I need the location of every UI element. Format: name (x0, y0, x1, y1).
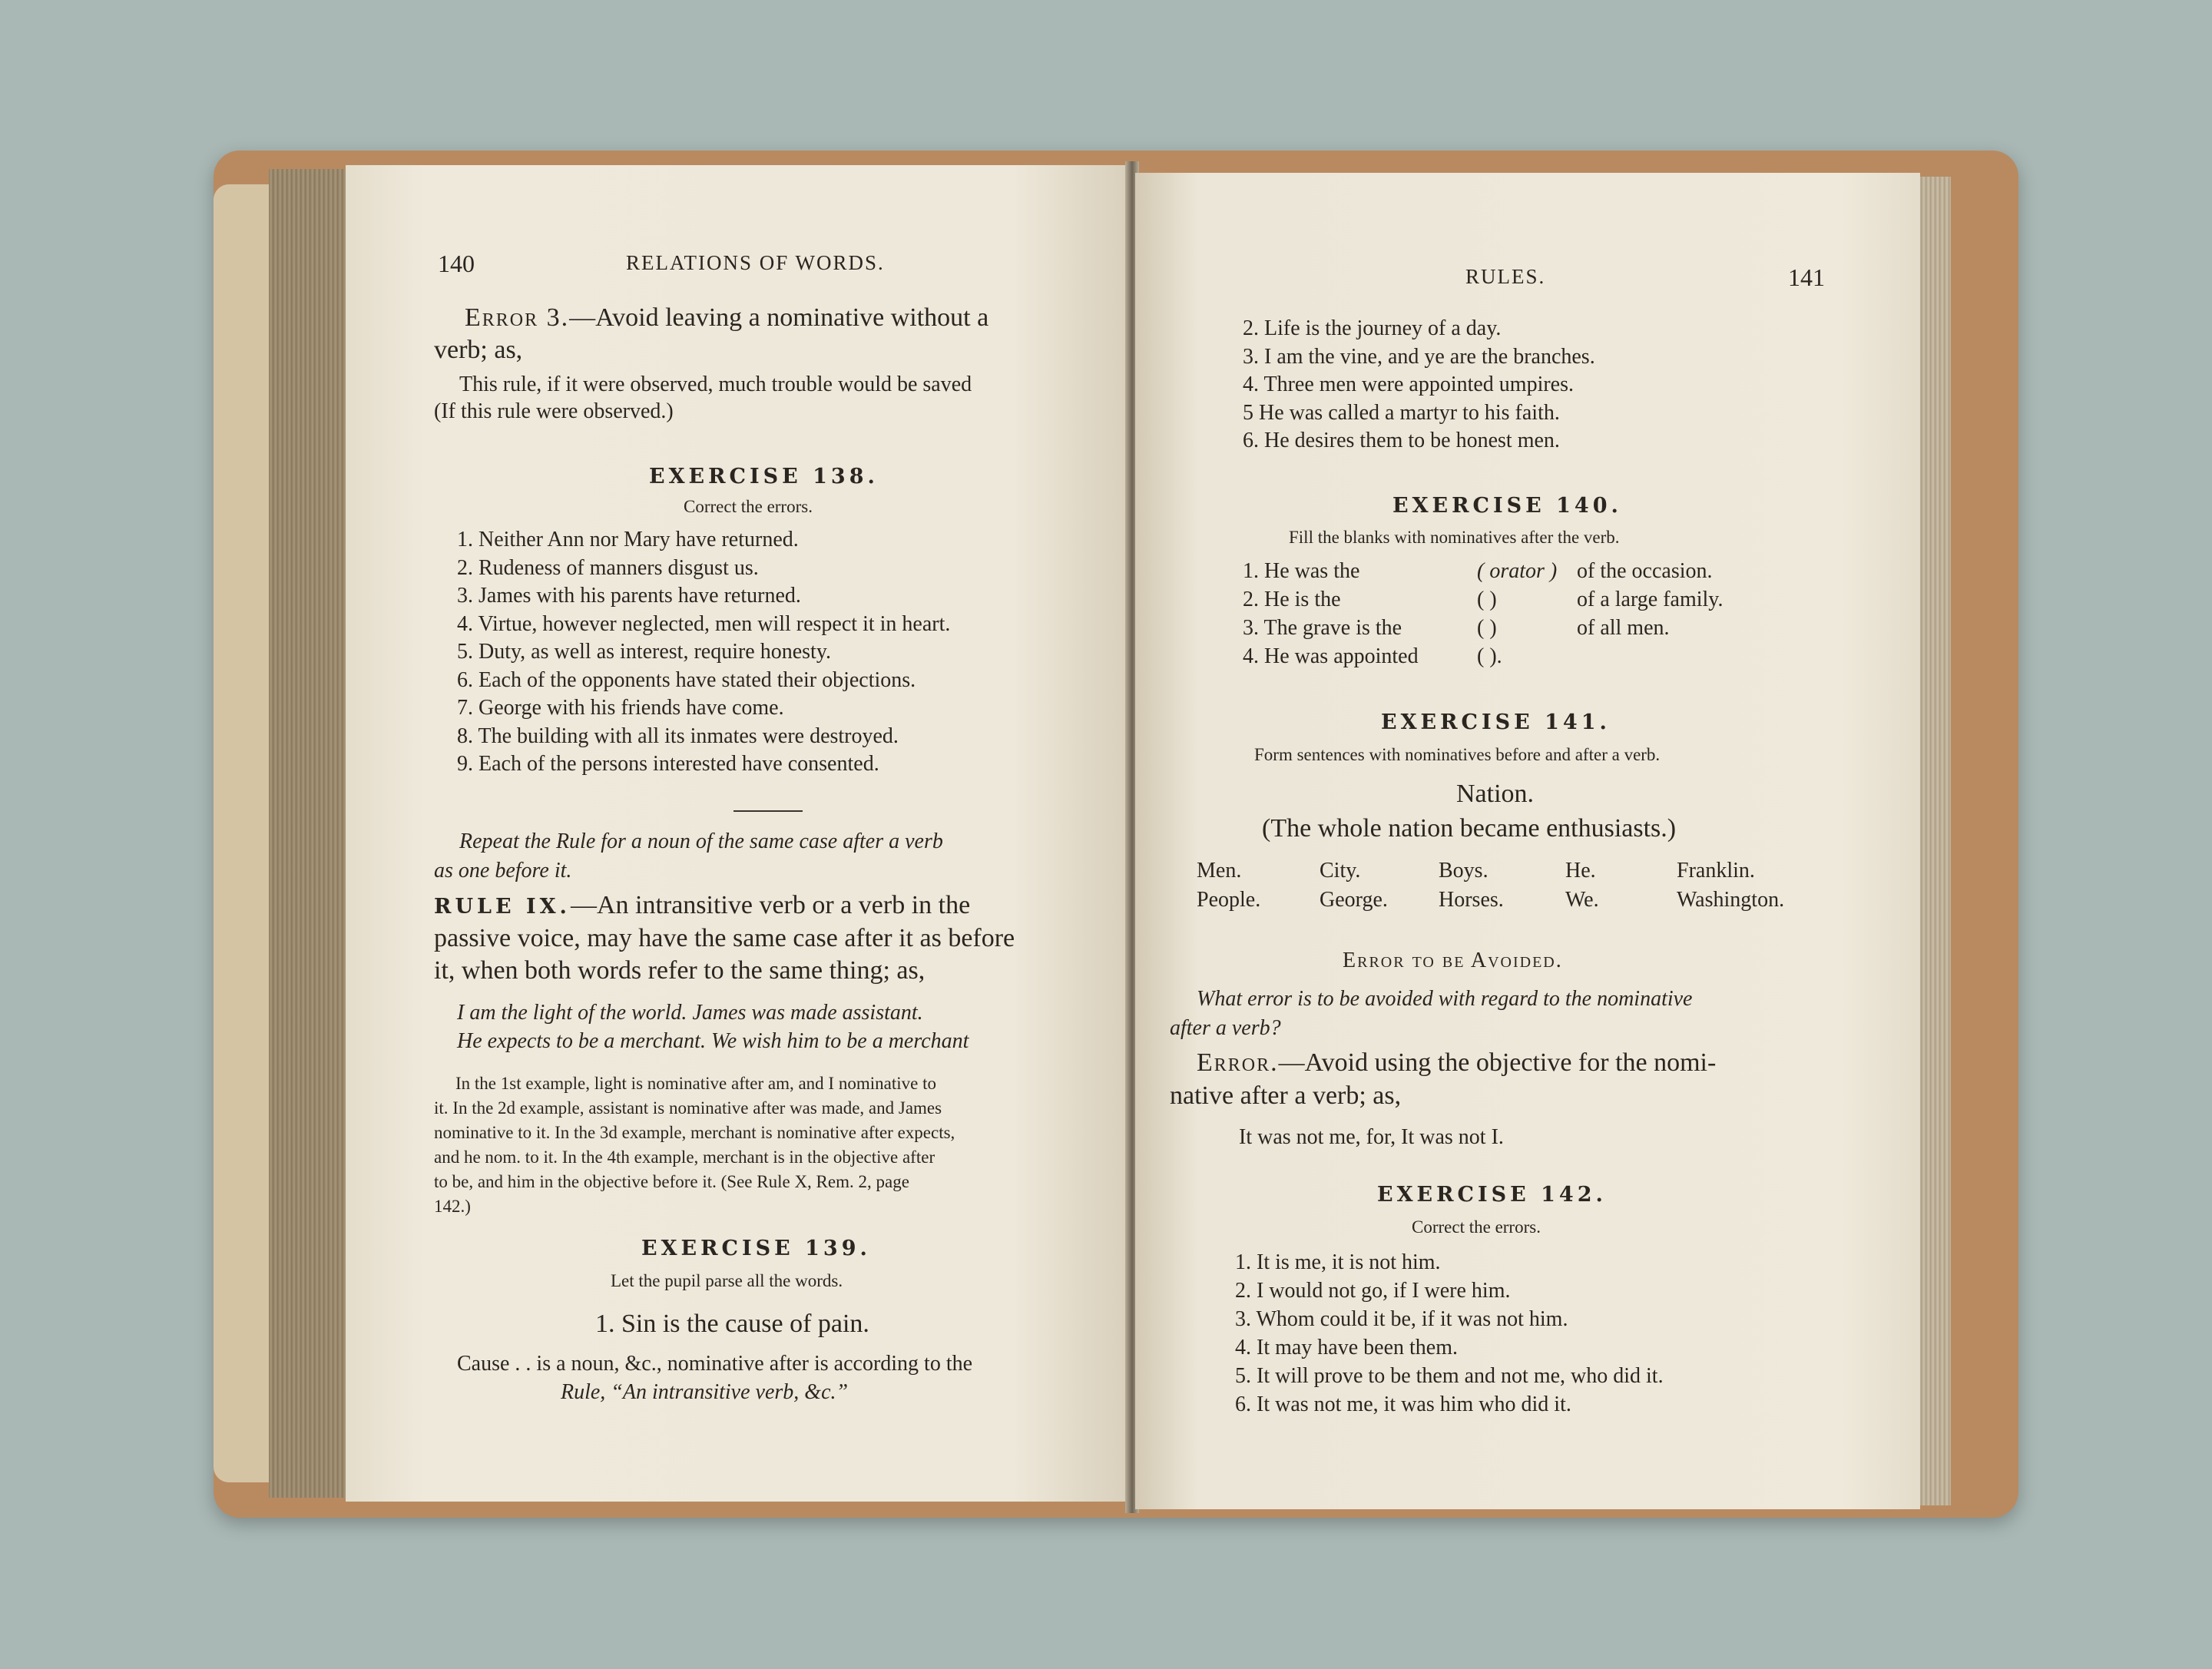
error-line1: Error.—Avoid using the objective for the nomi- (1197, 1048, 1717, 1077)
section-divider (733, 810, 803, 812)
exercise-139-instruction: Let the pupil parse all the words. (611, 1271, 843, 1290)
list-item: 3. Whom could it be, if it was not him. (1235, 1307, 1568, 1331)
list-item: 1. It is me, it is not him. (1235, 1250, 1441, 1274)
exercise-139-sentence: 1. Sin is the cause of pain. (595, 1310, 869, 1338)
note-line: 142.) (434, 1197, 471, 1216)
list-item: 9. Each of the persons interested have consented. (457, 752, 879, 776)
rule9-example2: He expects to be a merchant. We wish him to be a merchant (457, 1029, 969, 1053)
exercise-137-continued (1243, 315, 1595, 455)
list-item: 8. The building with all its inmates were destroyed. (457, 724, 899, 748)
grid-cell: We. (1565, 888, 1599, 912)
grid-row (1197, 886, 1784, 915)
exercise-139-parse-line2: Rule, “An intransitive verb, &c.” (561, 1380, 849, 1404)
grid-cell: George. (1320, 888, 1388, 912)
list-item: 7. George with his friends have come. (457, 696, 784, 720)
grid-cell: People. (1197, 888, 1261, 912)
error3-line2: verb; as, (434, 336, 523, 364)
exercise-138-heading: EXERCISE 138. (649, 465, 879, 488)
question-line1: What error is to be avoided with regard to the nominative (1197, 987, 1693, 1011)
list-item: 2. I would not go, if I were him. (1235, 1279, 1511, 1303)
error3-example2: (If this rule were observed.) (434, 399, 674, 423)
list-item: 5. It will prove to be them and not me, who did it. (1235, 1364, 1664, 1388)
cover-worn-edge (214, 184, 275, 1482)
exercise-141-instruction: Form sentences with nominatives before and after a verb. (1254, 745, 1661, 764)
grid-cell: Washington. (1677, 888, 1785, 912)
grid-cell: Horses. (1439, 888, 1504, 912)
list-item: 6. It was not me, it was him who did it. (1235, 1392, 1571, 1416)
running-head: RELATIONS OF WORDS. (626, 251, 885, 274)
grid-cell: Boys. (1439, 859, 1488, 883)
rule9-label: RULE IX. (434, 895, 571, 919)
page-number: 140 (438, 250, 475, 277)
exercise-142-instruction: Correct the errors. (1412, 1217, 1541, 1237)
list-item: 5 He was called a martyr to his faith. (1243, 400, 1560, 425)
exercise-138-list (457, 526, 950, 779)
question-line2: after a verb? (1170, 1016, 1281, 1040)
list-item: 2. He is the ( ) of a large family. (1243, 588, 1724, 611)
note-line: In the 1st example, light is nominative after am, and I nominative to (455, 1074, 936, 1093)
grid-cell: City. (1320, 859, 1361, 883)
list-item: 4. It may have been them. (1235, 1336, 1459, 1359)
error-line2: native after a verb; as, (1170, 1081, 1402, 1110)
exercise-141-grid (1197, 856, 1784, 915)
exercise-141-word: Nation. (1456, 780, 1535, 808)
exercise-140-list (1243, 557, 1723, 671)
rule9-line2: passive voice, may have the same case after it as before (434, 924, 1015, 952)
exercise-141-heading: EXERCISE 141. (1381, 710, 1611, 734)
list-item: 2. Rudeness of manners disgust us. (457, 555, 759, 580)
rule9-example1: I am the light of the world. James was made assistant. (457, 1001, 923, 1025)
error3-line1: Error 3.—Avoid leaving a nominative without a (465, 303, 989, 332)
note-line: and he nom. to it. In the 4th example, merchant is in the objective after (434, 1147, 935, 1167)
grid-cell: Franklin. (1677, 859, 1755, 883)
list-item: 3. The grave is the ( ) of all men. (1243, 616, 1670, 640)
exercise-142-heading: EXERCISE 142. (1377, 1183, 1607, 1207)
left-page (346, 165, 1131, 1502)
exercise-140-heading: EXERCISE 140. (1392, 494, 1622, 518)
grid-row (1197, 856, 1784, 886)
repeat-rule-line2: as one before it. (434, 859, 572, 883)
list-item: 2. Life is the journey of a day. (1243, 316, 1502, 340)
error3-example1: This rule, if it were observed, much trouble would be saved (459, 373, 972, 396)
list-item: 4. Three men were appointed umpires. (1243, 373, 1575, 396)
exercise-141-example: (The whole nation became enthusiasts.) (1262, 814, 1677, 843)
list-item: 5. Duty, as well as interest, require honesty. (457, 640, 832, 664)
rule9-line3: it, when both words refer to the same thing; as, (434, 956, 926, 985)
note-line: it. In the 2d example, assistant is nominative after was made, and James (434, 1098, 942, 1118)
error-label: Error. (1197, 1048, 1279, 1077)
repeat-rule-line1: Repeat the Rule for a noun of the same case after a verb (459, 830, 943, 853)
note-line: nominative to it. In the 3d example, merchant is nominative after expects, (434, 1123, 955, 1142)
list-item: 4. He was appointed ( ). (1243, 644, 1502, 668)
rule9-note (434, 1071, 955, 1219)
page-number: 141 (1788, 263, 1825, 291)
error-to-be-avoided-heading: Error to be Avoided. (1343, 949, 1563, 972)
exercise-140-instruction: Fill the blanks with nominatives after the verb. (1289, 528, 1620, 547)
running-head: RULES. (1465, 265, 1546, 288)
exercise-138-instruction: Correct the errors. (684, 497, 813, 516)
list-item: 3. I am the vine, and ye are the branches. (1243, 344, 1595, 369)
grid-cell: Men. (1197, 859, 1242, 883)
error-example: It was not me, for, It was not I. (1239, 1125, 1504, 1149)
list-item: 3. James with his parents have returned. (457, 584, 801, 608)
exercise-139-heading: EXERCISE 139. (641, 1237, 871, 1260)
page-edges-left (269, 169, 353, 1498)
note-line: to be, and him in the objective before it. (See Rule X, Rem. 2, page (434, 1172, 909, 1191)
exercise-139-parse-line1: Cause . . is a noun, &c., nominative after is according to the (457, 1352, 973, 1376)
rule9-line1: RULE IX.—An intransitive verb or a verb in the (434, 891, 971, 919)
list-item: 6. He desires them to be honest men. (1243, 429, 1560, 452)
grid-cell: He. (1565, 859, 1596, 883)
list-item: 4. Virtue, however neglected, men will respect it in heart. (457, 611, 951, 636)
exercise-142-list (1235, 1248, 1664, 1419)
list-item: 6. Each of the opponents have stated their objections. (457, 667, 916, 692)
error3-label: Error 3. (465, 303, 570, 332)
list-item: 1. He was the ( orator ) of the occasion. (1243, 559, 1713, 583)
list-item: 1. Neither Ann nor Mary have returned. (457, 528, 799, 551)
right-page (1135, 173, 1920, 1509)
